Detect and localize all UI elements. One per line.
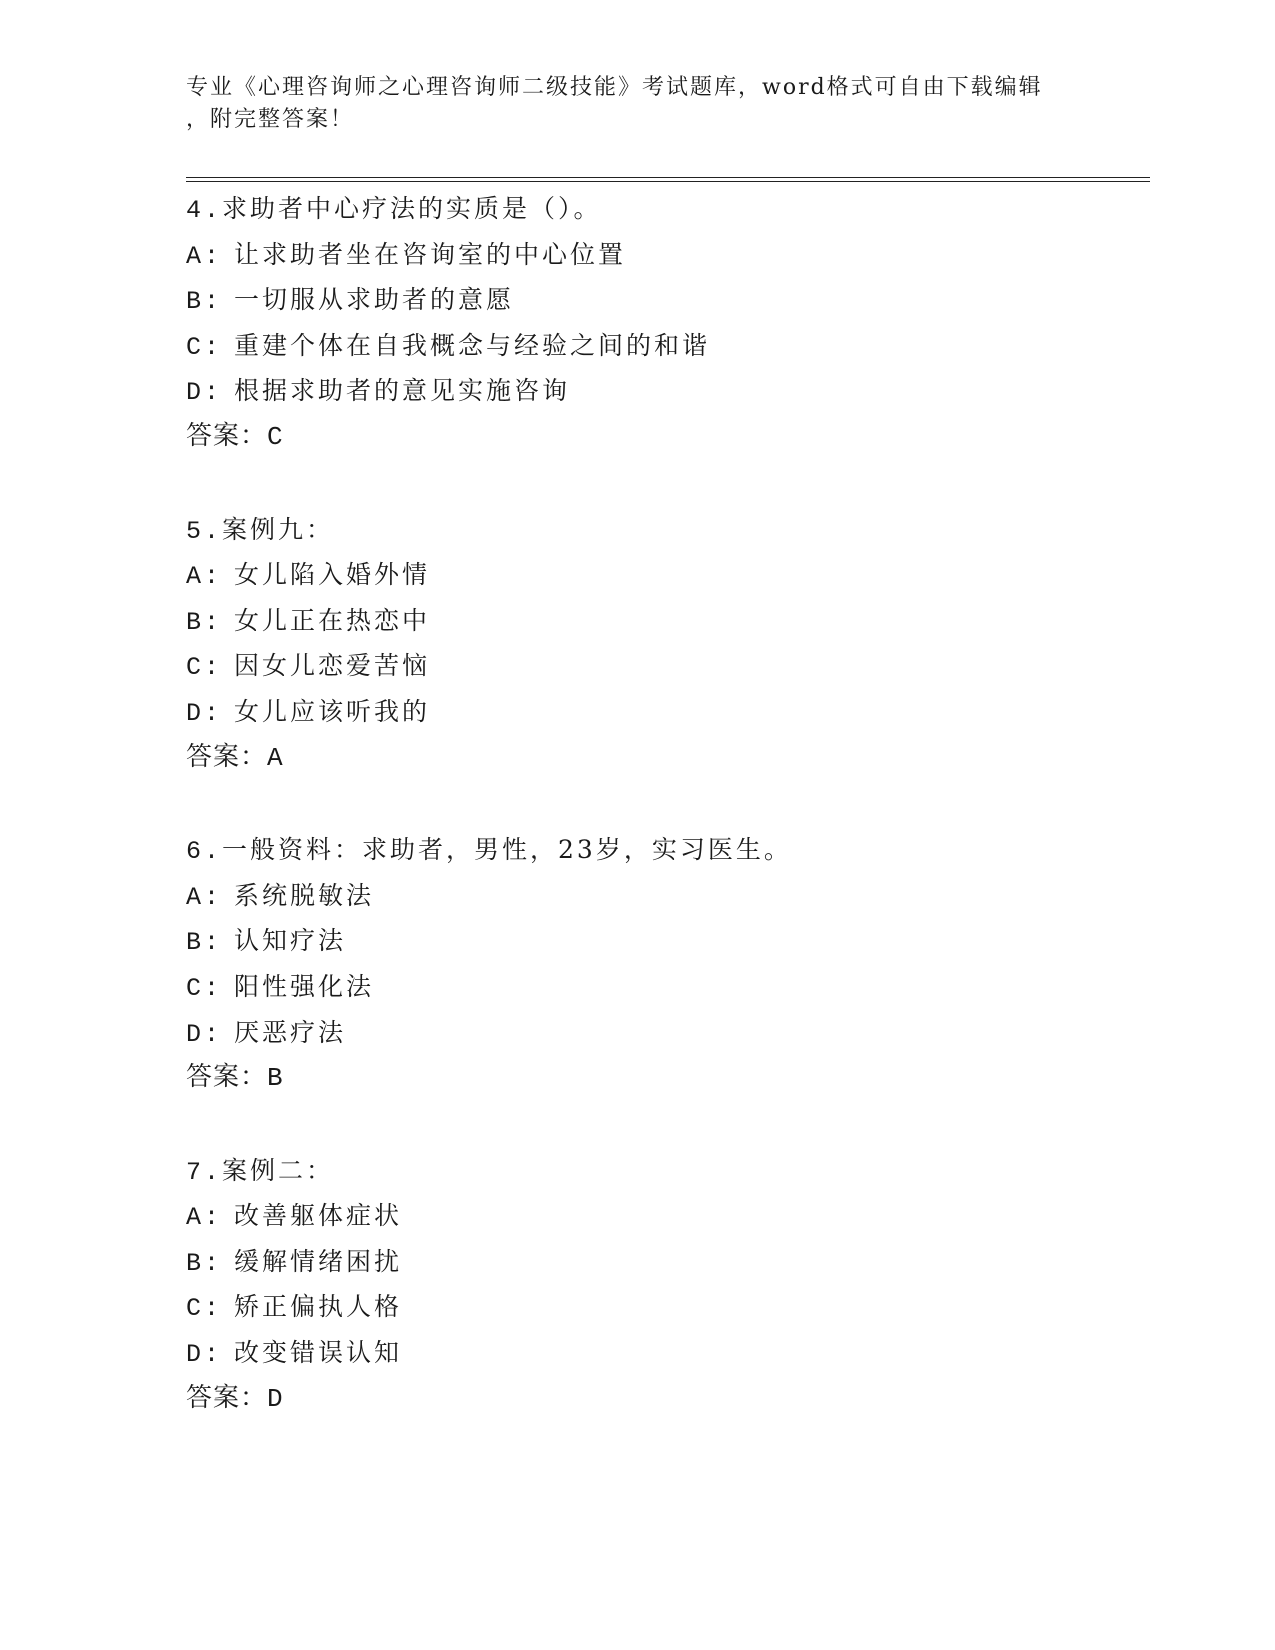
option-b xyxy=(186,598,1126,644)
answer-label: 答案： xyxy=(186,1382,268,1413)
answer-label: 答案： xyxy=(186,741,268,772)
option-text: 女儿陷入婚外情 xyxy=(234,560,431,590)
question-text: 案例二： xyxy=(222,1155,335,1185)
option-text: 重建个体在自我概念与经验之间的和谐 xyxy=(234,330,711,360)
question-item xyxy=(186,507,1126,781)
option-text: 因女儿恋爱苦恼 xyxy=(234,651,431,681)
option-key: D: xyxy=(186,698,223,728)
option-c xyxy=(186,964,1126,1010)
option-key: A: xyxy=(186,882,223,912)
option-key: D: xyxy=(186,1019,223,1049)
option-d xyxy=(186,368,1126,414)
option-key: B: xyxy=(186,287,223,317)
question-stem xyxy=(186,507,1126,553)
option-key: D: xyxy=(186,1340,223,1370)
answer-label: 答案： xyxy=(186,1062,268,1093)
option-key: B: xyxy=(186,1248,223,1278)
option-c xyxy=(186,1284,1126,1330)
answer-line xyxy=(186,735,1126,781)
question-stem xyxy=(186,186,1126,232)
header-line-1: 专业《心理咨询师之心理咨询师二级技能》考试题库，word格式可自由下载编辑 xyxy=(186,75,1043,100)
question-item xyxy=(186,1148,1126,1422)
question-list xyxy=(186,186,1126,1468)
option-key: B: xyxy=(186,607,223,637)
answer-label: 答案： xyxy=(186,420,268,451)
option-text: 缓解情绪困扰 xyxy=(234,1246,403,1276)
question-stem xyxy=(186,1148,1126,1194)
header-line-2: ，附完整答案！ xyxy=(186,107,355,132)
option-text: 根据求助者的意见实施咨询 xyxy=(234,376,571,406)
option-key: C: xyxy=(186,973,223,1003)
option-d xyxy=(186,689,1126,735)
option-c xyxy=(186,643,1126,689)
option-text: 阳性强化法 xyxy=(234,971,375,1001)
answer-line xyxy=(186,1055,1126,1101)
option-text: 女儿应该听我的 xyxy=(234,696,431,726)
option-key: A: xyxy=(186,1203,223,1233)
document-header xyxy=(186,72,1106,136)
option-a xyxy=(186,1193,1126,1239)
question-number: 4. xyxy=(186,196,223,225)
option-a xyxy=(186,232,1126,278)
option-key: A: xyxy=(186,562,223,592)
header-divider-top xyxy=(186,177,1150,178)
option-text: 一切服从求助者的意愿 xyxy=(234,285,515,315)
question-number: 7. xyxy=(186,1157,223,1187)
question-item xyxy=(186,827,1126,1101)
option-text: 改善躯体症状 xyxy=(234,1201,403,1231)
option-c xyxy=(186,323,1126,369)
question-text: 求助者中心疗法的实质是（）。 xyxy=(222,194,602,223)
answer-value: C xyxy=(267,421,284,452)
header-divider-bottom xyxy=(186,181,1150,182)
option-key: C: xyxy=(186,332,223,362)
option-text: 女儿正在热恋中 xyxy=(234,605,431,635)
option-d xyxy=(186,1010,1126,1056)
option-key: A: xyxy=(186,241,223,271)
option-text: 让求助者坐在咨询室的中心位置 xyxy=(234,239,627,269)
option-text: 厌恶疗法 xyxy=(234,1017,347,1047)
question-number: 5. xyxy=(186,516,223,546)
option-text: 系统脱敏法 xyxy=(234,880,375,910)
option-key: D: xyxy=(186,378,223,408)
option-text: 矫正偏执人格 xyxy=(234,1292,403,1322)
option-a xyxy=(186,873,1126,919)
option-b xyxy=(186,1239,1126,1285)
option-d xyxy=(186,1330,1126,1376)
answer-line xyxy=(186,414,1126,460)
option-b xyxy=(186,918,1126,964)
option-text: 改变错误认知 xyxy=(234,1338,403,1368)
answer-value: D xyxy=(267,1383,284,1414)
option-key: C: xyxy=(186,1294,223,1324)
question-text: 一般资料：求助者，男性，23岁，实习医生。 xyxy=(222,835,792,865)
option-text: 认知疗法 xyxy=(234,926,347,956)
option-key: C: xyxy=(186,653,223,683)
answer-value: A xyxy=(267,742,284,773)
question-stem xyxy=(186,827,1126,873)
option-a xyxy=(186,552,1126,598)
option-b xyxy=(186,277,1126,323)
question-text: 案例九： xyxy=(222,514,335,544)
option-key: B: xyxy=(186,928,223,958)
question-number: 6. xyxy=(186,837,223,867)
question-item xyxy=(186,186,1126,460)
answer-line xyxy=(186,1376,1126,1422)
answer-value: B xyxy=(267,1063,284,1094)
